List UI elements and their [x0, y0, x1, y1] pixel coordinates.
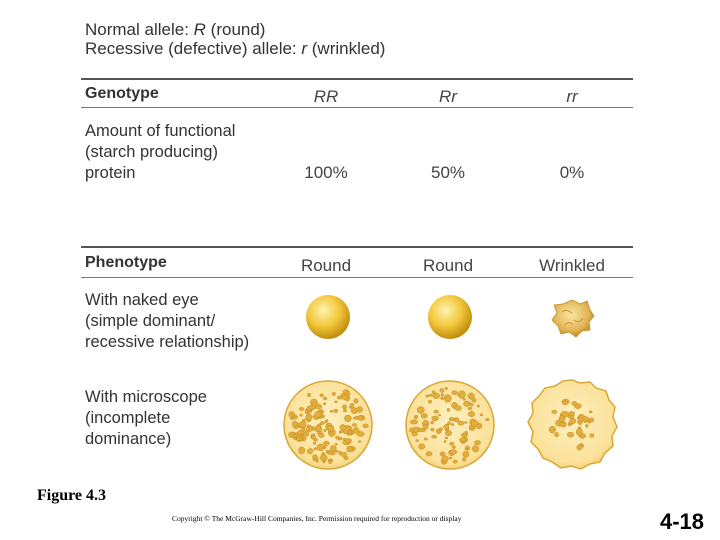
- starch-grain: [320, 454, 327, 461]
- starch-grain: [463, 451, 469, 457]
- naked-eye-line-3: recessive relationship): [85, 333, 250, 351]
- starch-grain: [414, 415, 418, 418]
- starch-grain: [549, 426, 555, 433]
- starch-grain: [583, 417, 589, 422]
- starch-grain: [444, 440, 446, 442]
- starch-grain: [342, 452, 347, 457]
- starch-grain: [429, 394, 433, 396]
- starch-grain: [344, 430, 349, 434]
- starch-grain: [324, 429, 327, 432]
- microscope-rr: [284, 381, 372, 469]
- starch-grain: [357, 432, 365, 437]
- starch-grain: [340, 430, 343, 433]
- starch-grain: [332, 392, 335, 395]
- phenotype-col-2: Round: [422, 256, 474, 275]
- starch-grain: [554, 432, 558, 436]
- starch-grain: [301, 428, 305, 431]
- starch-grain: [290, 417, 293, 419]
- starch-grain: [485, 418, 489, 420]
- starch-grain: [458, 421, 465, 425]
- starch-grain: [464, 422, 467, 424]
- normal-allele-suffix: (round): [205, 20, 266, 39]
- starch-grain: [440, 452, 445, 456]
- starch-grain: [454, 406, 461, 411]
- starch-grain: [340, 424, 346, 430]
- starch-grain: [471, 420, 478, 427]
- starch-grain: [358, 441, 361, 443]
- starch-grain: [434, 410, 439, 413]
- starch-grain: [315, 411, 322, 417]
- starch-grain: [323, 441, 329, 445]
- starch-grain: [326, 450, 329, 452]
- starch-grain: [323, 403, 326, 405]
- starch-grain: [441, 397, 444, 400]
- starch-grain: [315, 404, 322, 409]
- starch-grain: [426, 452, 432, 457]
- starch-grain: [442, 456, 449, 462]
- starch-grain: [576, 429, 582, 436]
- starch-grain: [444, 395, 451, 403]
- protein-value-rr: 100%: [304, 163, 348, 182]
- figure-label: Figure 4.3: [37, 487, 107, 504]
- starch-grain: [412, 432, 418, 436]
- starch-grain: [335, 450, 339, 452]
- starch-grain: [577, 417, 580, 419]
- starch-grain: [574, 404, 581, 409]
- starch-grain: [313, 455, 318, 459]
- starch-grain: [314, 448, 317, 451]
- starch-grain: [552, 410, 557, 413]
- starch-grain: [440, 389, 444, 393]
- starch-grain: [480, 414, 483, 416]
- starch-grain: [350, 403, 354, 407]
- starch-grain: [305, 410, 308, 413]
- starch-grain: [431, 421, 434, 424]
- starch-grain: [304, 431, 309, 436]
- starch-grain: [343, 409, 347, 412]
- starch-grain: [354, 399, 358, 404]
- starch-grain: [323, 397, 327, 400]
- starch-grain: [335, 436, 339, 439]
- starch-grain: [317, 444, 324, 451]
- starch-grain: [465, 448, 468, 450]
- starch-grain: [328, 460, 332, 464]
- starch-grain: [464, 401, 471, 406]
- starch-grain: [440, 428, 443, 431]
- starch-grain: [453, 418, 456, 421]
- starch-grain: [589, 411, 592, 413]
- starch-grain: [323, 461, 325, 463]
- protein-value-rr-het: 50%: [430, 163, 466, 182]
- starch-grain: [347, 446, 352, 452]
- starch-grain: [337, 396, 342, 399]
- starch-grain: [416, 440, 419, 442]
- starch-grain: [351, 408, 358, 414]
- starch-grain: [468, 407, 472, 410]
- starch-grain: [318, 433, 324, 437]
- starch-grain: [460, 438, 466, 442]
- starch-grain: [292, 421, 297, 426]
- starch-grain: [307, 393, 311, 397]
- phenotype-col-3: Wrinkled: [539, 256, 605, 275]
- protein-label-line-2: (starch producing): [85, 143, 218, 161]
- starch-grain: [559, 416, 565, 422]
- microscope-line-3: dominance): [85, 430, 172, 448]
- starch-grain: [413, 427, 418, 433]
- starch-grain: [417, 407, 424, 414]
- starch-grain: [344, 415, 351, 422]
- starch-grain: [322, 452, 325, 455]
- starch-grain: [320, 394, 324, 397]
- starch-grain: [300, 434, 302, 436]
- starch-grain: [352, 424, 357, 427]
- starch-grain: [330, 410, 333, 412]
- starch-grain: [451, 423, 454, 426]
- recessive-allele-prefix: Recessive (defective) allele:: [85, 39, 302, 58]
- round-seed-rr: [306, 295, 350, 339]
- starch-grain: [421, 413, 427, 418]
- starch-grain: [452, 391, 458, 395]
- protein-label-line-3: protein: [85, 164, 136, 182]
- starch-grain: [328, 423, 332, 426]
- starch-grain: [433, 393, 440, 399]
- starch-grain: [345, 425, 348, 427]
- starch-grain: [431, 435, 436, 438]
- starch-grain: [307, 449, 312, 454]
- copyright-notice: Copyright © The McGraw-Hill Companies, Inc. Permission required for reproduction or display: [172, 514, 462, 523]
- starch-grain: [426, 395, 429, 398]
- protein-label-line-1: Amount of functional: [85, 122, 236, 140]
- starch-grain: [299, 421, 306, 428]
- microscope-line-1: With microscope: [85, 388, 207, 406]
- starch-grain: [334, 409, 338, 412]
- round-seed-rr-het: [428, 295, 472, 339]
- starch-grain: [472, 446, 479, 453]
- starch-grain: [465, 431, 468, 434]
- starch-grain: [289, 412, 295, 418]
- starch-grain: [449, 457, 452, 459]
- starch-grain: [306, 427, 312, 432]
- starch-grain: [342, 405, 346, 409]
- starch-grain: [570, 418, 576, 423]
- starch-grain: [299, 407, 304, 410]
- starch-grain: [335, 401, 338, 403]
- starch-grain: [314, 438, 318, 441]
- protein-value-rr-rec: 0%: [559, 163, 585, 182]
- starch-grain: [447, 422, 450, 425]
- starch-grain: [419, 444, 425, 450]
- starch-grain: [424, 438, 428, 440]
- starch-grain: [438, 414, 441, 416]
- starch-grain: [468, 411, 475, 416]
- starch-grain: [458, 391, 465, 399]
- starch-grain: [432, 416, 439, 421]
- phenotype-col-1: Round: [300, 256, 352, 275]
- starch-grain: [470, 403, 473, 406]
- starch-grain: [361, 417, 365, 419]
- starch-grain: [325, 419, 328, 421]
- starch-grain: [567, 432, 574, 437]
- starch-grain: [449, 450, 457, 455]
- starch-grain: [445, 437, 448, 439]
- recessive-allele-suffix: (wrinkled): [307, 39, 386, 58]
- genotype-col-3: rr: [566, 87, 578, 106]
- starch-grain: [444, 424, 449, 429]
- starch-grain: [445, 387, 448, 390]
- starch-grain: [463, 398, 466, 400]
- starch-grain: [296, 437, 302, 441]
- naked-eye-line-2: (simple dominant/: [85, 312, 216, 330]
- starch-grain: [345, 439, 351, 443]
- starch-grain: [450, 442, 454, 445]
- starch-grain: [589, 418, 594, 423]
- starch-grain: [431, 428, 435, 431]
- starch-grain: [477, 405, 480, 407]
- starch-grain: [363, 424, 369, 428]
- starch-grain: [447, 408, 450, 411]
- starch-grain: [300, 414, 303, 416]
- starch-grain: [577, 445, 582, 450]
- starch-grain: [313, 442, 316, 445]
- starch-grain: [569, 412, 575, 416]
- microscope-line-2: (incomplete: [85, 409, 171, 427]
- starch-grain: [561, 422, 566, 427]
- starch-grain: [452, 446, 455, 449]
- microscope-rr-rec: [528, 380, 617, 469]
- genotype-col-2: Rr: [439, 87, 457, 106]
- starch-grain: [309, 405, 316, 409]
- recessive-allele-symbol: r: [301, 39, 308, 58]
- genotype-col-1: RR: [313, 87, 339, 106]
- starch-grain: [299, 447, 305, 454]
- starch-grain: [441, 393, 444, 396]
- starch-grain: [329, 452, 335, 456]
- starch-grain: [335, 443, 338, 445]
- starch-grain: [423, 424, 428, 429]
- starch-grain: [346, 392, 350, 396]
- microscope-rr-het: [406, 381, 494, 469]
- starch-grain: [585, 424, 588, 427]
- phenotype-label: Phenotype: [85, 254, 167, 271]
- starch-grain: [428, 400, 431, 403]
- starch-grain: [453, 460, 457, 463]
- normal-allele-prefix: Normal allele:: [85, 20, 194, 39]
- starch-grain: [306, 414, 313, 420]
- starch-grain: [468, 393, 475, 399]
- starch-grain: [590, 434, 594, 438]
- starch-grain: [316, 461, 318, 463]
- microscope-label: [85, 387, 207, 450]
- starch-grain: [474, 441, 480, 445]
- starch-grain: [410, 420, 417, 424]
- wrinkled-seed: [552, 300, 594, 337]
- normal-allele-symbol: R: [193, 20, 206, 39]
- starch-grain: [563, 401, 568, 405]
- page-number: 4-18: [660, 509, 705, 534]
- naked-eye-line-1: With naked eye: [85, 291, 199, 309]
- genotype-label: Genotype: [85, 85, 159, 102]
- starch-grain: [462, 458, 466, 462]
